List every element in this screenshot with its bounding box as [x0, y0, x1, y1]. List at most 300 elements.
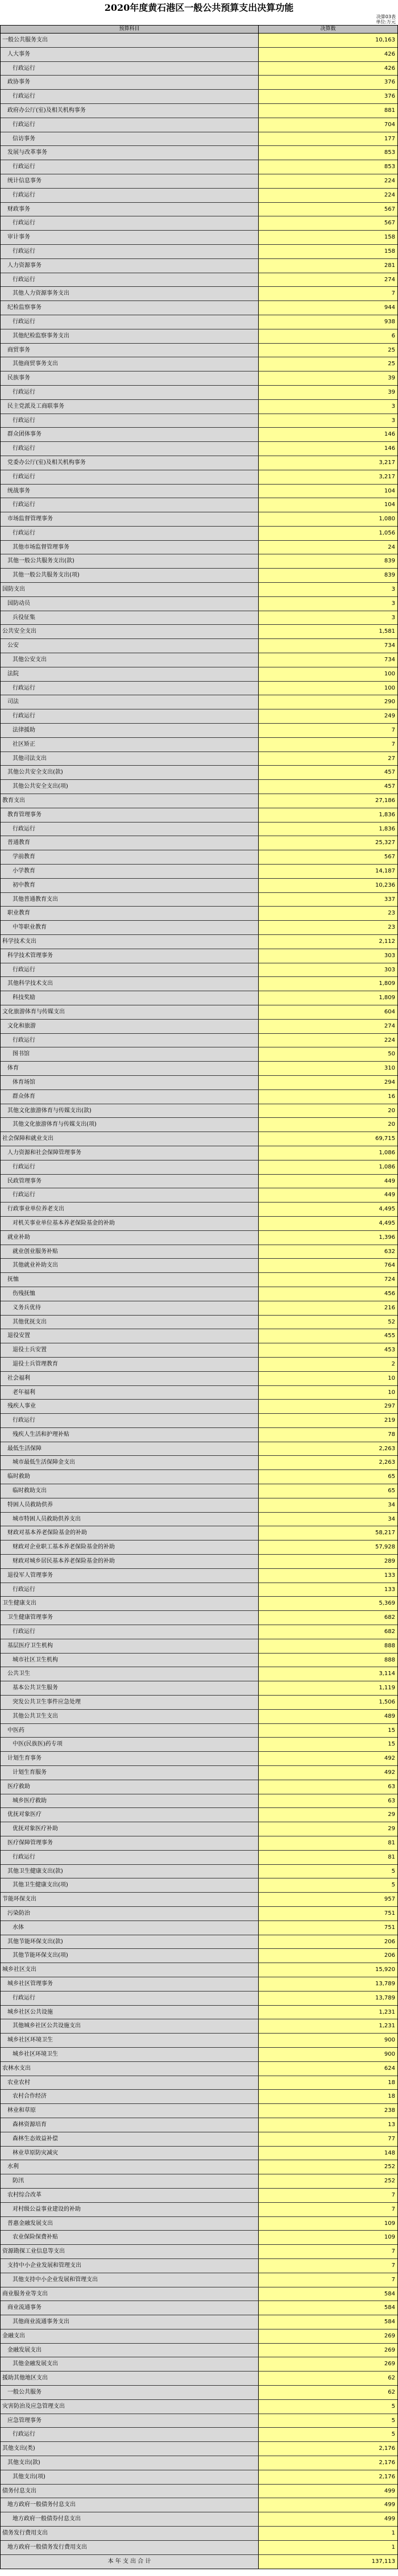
row-label: 金融支出	[1, 2329, 259, 2343]
row-value: 290	[259, 695, 397, 709]
row-label: 伤残抚恤	[1, 1287, 259, 1301]
row-value: 81	[259, 1851, 397, 1864]
table-row	[1, 2217, 397, 2231]
table-row	[1, 639, 397, 653]
row-label: 发展与改革事务	[1, 146, 259, 160]
table-row	[1, 724, 397, 738]
table-row	[1, 695, 397, 709]
row-label: 计划生育事务	[1, 1752, 259, 1765]
table-row	[1, 442, 397, 456]
table-row	[1, 1273, 397, 1287]
row-label: 初中教育	[1, 879, 259, 892]
row-label: 行政运行	[1, 470, 259, 484]
row-value: 499	[259, 2498, 397, 2512]
table-row	[1, 231, 397, 245]
row-value: 109	[259, 2217, 397, 2231]
row-label: 其他司法支出	[1, 752, 259, 766]
row-value: 632	[259, 1245, 397, 1259]
row-label: 党委办公厅(室)及相关机构事务	[1, 456, 259, 470]
row-label: 地方政府一般债务付息支出	[1, 2498, 259, 2512]
row-value: 764	[259, 1259, 397, 1272]
table-row	[1, 2034, 397, 2048]
header-subject: 预算科目	[1, 26, 259, 33]
row-value: 2,263	[259, 1442, 397, 1456]
row-label: 民主党派及工商联事务	[1, 400, 259, 414]
row-value: 13	[259, 2118, 397, 2132]
table-row	[1, 2386, 397, 2400]
table-row	[1, 2273, 397, 2287]
row-value: 77	[259, 2132, 397, 2146]
table-row	[1, 132, 397, 147]
row-value: 938	[259, 315, 397, 329]
row-value: 65	[259, 1470, 397, 1484]
row-label: 森林生态效益补偿	[1, 2132, 259, 2146]
row-label: 行政运行	[1, 498, 259, 512]
row-label: 对机关事业单位基本养老保险基金的补助	[1, 1217, 259, 1230]
row-label: 其他节能环保支出(款)	[1, 1935, 259, 1949]
row-value: 957	[259, 1893, 397, 1906]
row-label: 信访事务	[1, 132, 259, 146]
row-value: 1,506	[259, 1696, 397, 1709]
table-row	[1, 1047, 397, 1062]
row-value: 13,789	[259, 1977, 397, 1991]
row-label: 财政事务	[1, 203, 259, 216]
row-label: 行政运行	[1, 386, 259, 399]
row-value: 25,327	[259, 836, 397, 850]
row-label: 科技奖励	[1, 991, 259, 1005]
row-label: 行政运行	[1, 189, 259, 202]
row-label: 农业农村	[1, 2076, 259, 2090]
table-row	[1, 709, 397, 724]
row-label: 其他支出(款)	[1, 2456, 259, 2470]
row-value: 1,231	[259, 2006, 397, 2019]
row-value: 27,186	[259, 794, 397, 808]
row-label: 农村合作经济	[1, 2090, 259, 2103]
row-label: 农村综合改革	[1, 2189, 259, 2202]
table-row	[1, 2189, 397, 2203]
row-value: 1,231	[259, 2019, 397, 2033]
row-label: 援助其他地区支出	[1, 2372, 259, 2385]
row-value: 853	[259, 146, 397, 160]
row-label: 行政运行	[1, 216, 259, 230]
row-value: 1,396	[259, 1231, 397, 1245]
table-row	[1, 1822, 397, 1836]
total-row	[1, 2555, 397, 2569]
budget-table	[0, 25, 398, 2569]
table-row	[1, 2485, 397, 2499]
table-row	[1, 808, 397, 823]
row-label: 群众团体事务	[1, 428, 259, 441]
row-value: 7	[259, 2259, 397, 2273]
row-value: 4,495	[259, 1217, 397, 1230]
row-label: 就业补助	[1, 1231, 259, 1245]
row-value: 2,112	[259, 935, 397, 949]
row-label: 支持中小企业发展和管理支出	[1, 2259, 259, 2273]
table-row	[1, 1442, 397, 1456]
table-row	[1, 1935, 397, 1949]
row-label: 其他公安支出	[1, 653, 259, 667]
table-row	[1, 2231, 397, 2245]
row-label: 教育管理事务	[1, 808, 259, 822]
row-value: 5	[259, 2400, 397, 2414]
row-value: 303	[259, 963, 397, 977]
table-row	[1, 1696, 397, 1710]
row-value: 158	[259, 231, 397, 244]
row-label: 退役士兵管理教育	[1, 1358, 259, 1371]
row-value: 3	[259, 597, 397, 611]
row-value: 604	[259, 1005, 397, 1019]
table-row	[1, 414, 397, 428]
row-value: 457	[259, 766, 397, 779]
row-label: 城市社区卫生机构	[1, 1654, 259, 1667]
table-row	[1, 2498, 397, 2512]
row-label: 一般公共服务	[1, 2386, 259, 2399]
table-row	[1, 1667, 397, 1681]
row-value: 2,263	[259, 1456, 397, 1469]
table-row	[1, 1456, 397, 1470]
row-value: 584	[259, 2315, 397, 2329]
row-label: 行政运行	[1, 1160, 259, 1174]
table-row	[1, 2076, 397, 2090]
row-value: 1,056	[259, 527, 397, 540]
table-row	[1, 62, 397, 76]
row-label: 行政运行	[1, 823, 259, 836]
table-row	[1, 935, 397, 949]
row-label: 学前教育	[1, 850, 259, 864]
row-value: 7	[259, 2273, 397, 2287]
row-label: 节能环保支出	[1, 1893, 259, 1906]
row-value: 15,920	[259, 1963, 397, 1977]
row-value: 492	[259, 1766, 397, 1780]
row-value: 853	[259, 160, 397, 174]
row-label: 应急管理事务	[1, 2414, 259, 2428]
table-row	[1, 1245, 397, 1259]
row-label: 其他金融发展支出	[1, 2357, 259, 2371]
table-row	[1, 1104, 397, 1118]
row-label: 城乡社区环境卫生	[1, 2048, 259, 2061]
table-row	[1, 1484, 397, 1498]
table-row	[1, 2019, 397, 2034]
row-value: 1	[259, 2541, 397, 2554]
table-row	[1, 174, 397, 189]
row-value: 62	[259, 2372, 397, 2385]
table-row	[1, 1005, 397, 1020]
row-value: 1,581	[259, 625, 397, 638]
row-value: 23	[259, 921, 397, 934]
row-label: 突发公共卫生事件应急处理	[1, 1696, 259, 1709]
table-row	[1, 2329, 397, 2344]
row-label: 小学教育	[1, 865, 259, 878]
table-row	[1, 1414, 397, 1428]
row-value: 1,836	[259, 808, 397, 822]
row-label: 卫生健康管理事务	[1, 1611, 259, 1625]
row-label: 防汛	[1, 2174, 259, 2188]
table-row	[1, 2132, 397, 2147]
row-label: 体育场馆	[1, 1076, 259, 1089]
table-row	[1, 216, 397, 231]
table-row	[1, 400, 397, 414]
row-label: 其他商业流通事务支出	[1, 2315, 259, 2329]
row-label: 其他公共安全支出(项)	[1, 780, 259, 794]
row-label: 最低生活保障	[1, 1442, 259, 1456]
table-row	[1, 1175, 397, 1189]
table-row	[1, 2470, 397, 2485]
row-label: 行政运行	[1, 1992, 259, 2005]
row-value: 376	[259, 90, 397, 103]
row-label: 其他科学技术支出	[1, 977, 259, 991]
table-row	[1, 456, 397, 470]
row-value: 5,369	[259, 1597, 397, 1610]
table-row	[1, 189, 397, 203]
row-value: 224	[259, 189, 397, 202]
row-value: 724	[259, 1273, 397, 1287]
row-value: 216	[259, 1301, 397, 1315]
row-label: 其他就业补助支出	[1, 1259, 259, 1272]
row-value: 1,809	[259, 977, 397, 991]
row-label: 计划生育服务	[1, 1766, 259, 1780]
row-value: 62	[259, 2386, 397, 2399]
row-label: 人力资源和社会保障管理事务	[1, 1146, 259, 1160]
table-row	[1, 583, 397, 597]
row-value: 7	[259, 2203, 397, 2216]
report-title: 2020年度黄石港区一般公共预算支出决算功能	[104, 2, 294, 13]
table-row	[1, 1780, 397, 1794]
row-value: 238	[259, 2104, 397, 2118]
row-value: 16	[259, 1090, 397, 1104]
row-value: 15	[259, 1724, 397, 1738]
table-row	[1, 1034, 397, 1048]
row-label: 兵役征集	[1, 611, 259, 625]
row-label: 城市最低生活保障金支出	[1, 1456, 259, 1469]
row-value: 944	[259, 301, 397, 315]
table-row	[1, 850, 397, 865]
row-value: 29	[259, 1822, 397, 1836]
row-value: 734	[259, 639, 397, 653]
row-value: 2,176	[259, 2456, 397, 2470]
row-value: 5	[259, 1878, 397, 1892]
table-row	[1, 780, 397, 794]
table-row	[1, 667, 397, 682]
row-label: 对村级公益事业建设的补助	[1, 2203, 259, 2216]
row-value: 4,495	[259, 1203, 397, 1216]
table-row	[1, 329, 397, 344]
row-label: 民政管理事务	[1, 1175, 259, 1188]
table-row	[1, 259, 397, 273]
row-value: 567	[259, 203, 397, 216]
row-label: 基层医疗卫生机构	[1, 1639, 259, 1653]
table-row	[1, 2456, 397, 2470]
table-row	[1, 2259, 397, 2273]
row-value: 426	[259, 62, 397, 76]
row-value: 5	[259, 2428, 397, 2441]
table-row	[1, 1287, 397, 1301]
row-label: 其他市场监督管理事务	[1, 541, 259, 554]
table-row	[1, 2541, 397, 2555]
table-row	[1, 2400, 397, 2414]
table-row	[1, 1160, 397, 1175]
row-label: 行政运行	[1, 273, 259, 287]
table-row	[1, 2203, 397, 2217]
table-row	[1, 498, 397, 512]
table-row	[1, 949, 397, 963]
row-value: 289	[259, 1555, 397, 1568]
row-value: 20	[259, 1104, 397, 1118]
row-value: 158	[259, 245, 397, 258]
row-label: 地方政府一般债务发行费用支出	[1, 2541, 259, 2554]
table-row	[1, 485, 397, 499]
row-label: 医疗保障管理事务	[1, 1836, 259, 1850]
table-row	[1, 2160, 397, 2174]
row-value: 69,715	[259, 1132, 397, 1146]
row-label: 行政运行	[1, 1414, 259, 1427]
row-label: 司法	[1, 695, 259, 709]
row-value: 900	[259, 2034, 397, 2047]
row-value: 63	[259, 1794, 397, 1808]
row-value: 25	[259, 357, 397, 371]
table-row	[1, 963, 397, 978]
table-row	[1, 315, 397, 329]
row-label: 其他城乡社区公共设施支出	[1, 2019, 259, 2033]
row-value: 100	[259, 682, 397, 695]
table-body	[1, 34, 397, 2569]
table-row	[1, 1963, 397, 1977]
row-label: 城乡社区公共设施	[1, 2006, 259, 2019]
row-value: 18	[259, 2090, 397, 2103]
table-row	[1, 977, 397, 991]
row-value: 900	[259, 2048, 397, 2061]
table-row	[1, 2301, 397, 2315]
table-row	[1, 1217, 397, 1231]
table-row	[1, 907, 397, 921]
row-label: 其他人力资源事务支出	[1, 287, 259, 300]
row-value: 78	[259, 1428, 397, 1442]
row-value: 297	[259, 1400, 397, 1413]
row-label: 农业保险保费补贴	[1, 2231, 259, 2244]
table-row	[1, 1329, 397, 1343]
row-label: 纪检监察事务	[1, 301, 259, 315]
table-row	[1, 287, 397, 301]
row-value: 23	[259, 907, 397, 920]
table-row	[1, 1921, 397, 1935]
row-label: 行政运行	[1, 1583, 259, 1597]
row-value: 39	[259, 386, 397, 399]
table-row	[1, 1569, 397, 1583]
row-value: 294	[259, 1076, 397, 1089]
row-label: 就业创业服务补贴	[1, 1245, 259, 1259]
row-label: 国防动员	[1, 597, 259, 611]
row-label: 退役军人管理事务	[1, 1569, 259, 1583]
row-value: 449	[259, 1188, 397, 1202]
row-label: 水体	[1, 1921, 259, 1935]
row-label: 公安	[1, 639, 259, 653]
row-value: 65	[259, 1484, 397, 1498]
row-label: 行政运行	[1, 709, 259, 723]
unit-label: 单位:万元	[376, 19, 396, 24]
table-row	[1, 34, 397, 48]
row-value: 7	[259, 724, 397, 737]
table-row	[1, 1681, 397, 1696]
row-label: 文化和旅游	[1, 1020, 259, 1033]
table-row	[1, 1203, 397, 1217]
table-row	[1, 865, 397, 879]
row-value: 39	[259, 371, 397, 385]
row-label: 行政运行	[1, 963, 259, 977]
row-value: 303	[259, 949, 397, 963]
table-row	[1, 2315, 397, 2329]
row-value: 888	[259, 1639, 397, 1653]
row-value: 453	[259, 1343, 397, 1357]
row-label: 其他支持中小企业发展和管理支出	[1, 2273, 259, 2287]
row-label: 义务兵优待	[1, 1301, 259, 1315]
row-value: 457	[259, 780, 397, 794]
row-label: 林业草原防灾减灾	[1, 2147, 259, 2160]
row-value: 224	[259, 174, 397, 188]
row-label: 医疗救助	[1, 1780, 259, 1794]
table-row	[1, 245, 397, 259]
table-row	[1, 1540, 397, 1555]
row-value: 7	[259, 2245, 397, 2258]
row-label: 行政运行	[1, 1625, 259, 1639]
row-value: 148	[259, 2147, 397, 2160]
table-row	[1, 1076, 397, 1090]
table-row	[1, 1428, 397, 1442]
table-row	[1, 1555, 397, 1569]
row-value: 751	[259, 1921, 397, 1935]
row-label: 退役士兵安置	[1, 1343, 259, 1357]
table-row	[1, 554, 397, 569]
row-value: 58,217	[259, 1526, 397, 1540]
row-value: 274	[259, 1020, 397, 1033]
row-value: 1,086	[259, 1146, 397, 1160]
table-row	[1, 1231, 397, 1245]
row-label: 城乡社区管理事务	[1, 1977, 259, 1991]
row-label: 其他卫生健康支出(项)	[1, 1878, 259, 1892]
row-value: 206	[259, 1949, 397, 1963]
row-label: 灾害防治及应急管理支出	[1, 2400, 259, 2414]
row-label: 城市特困人员救助供养支出	[1, 1513, 259, 1526]
row-label: 其他普通教育支出	[1, 893, 259, 907]
row-label: 社会保障和就业支出	[1, 1132, 259, 1146]
row-value: 5	[259, 1865, 397, 1878]
row-label: 行政运行	[1, 682, 259, 695]
row-value: 249	[259, 709, 397, 723]
row-label: 地方政府一般债券付息支出	[1, 2512, 259, 2526]
row-label: 职业教育	[1, 907, 259, 920]
row-label: 城乡社区支出	[1, 1963, 259, 1977]
table-row	[1, 1878, 397, 1893]
row-value: 682	[259, 1625, 397, 1639]
row-label: 其他纪检监察事务支出	[1, 329, 259, 343]
row-label: 优抚对象医疗	[1, 1808, 259, 1822]
row-value: 27	[259, 752, 397, 766]
table-row	[1, 1710, 397, 1724]
table-row	[1, 569, 397, 583]
table-row	[1, 1386, 397, 1400]
table-row	[1, 2428, 397, 2442]
table-row	[1, 766, 397, 780]
table-row	[1, 1188, 397, 1203]
row-value: 567	[259, 850, 397, 864]
row-value: 63	[259, 1780, 397, 1794]
row-label: 行政运行	[1, 1188, 259, 1202]
table-row	[1, 2357, 397, 2372]
row-label: 普通教育	[1, 836, 259, 850]
row-label: 群众体育	[1, 1090, 259, 1104]
row-value: 18	[259, 2076, 397, 2090]
row-label: 行政运行	[1, 315, 259, 329]
row-label: 商业服务业等支出	[1, 2287, 259, 2301]
table-row	[1, 836, 397, 850]
